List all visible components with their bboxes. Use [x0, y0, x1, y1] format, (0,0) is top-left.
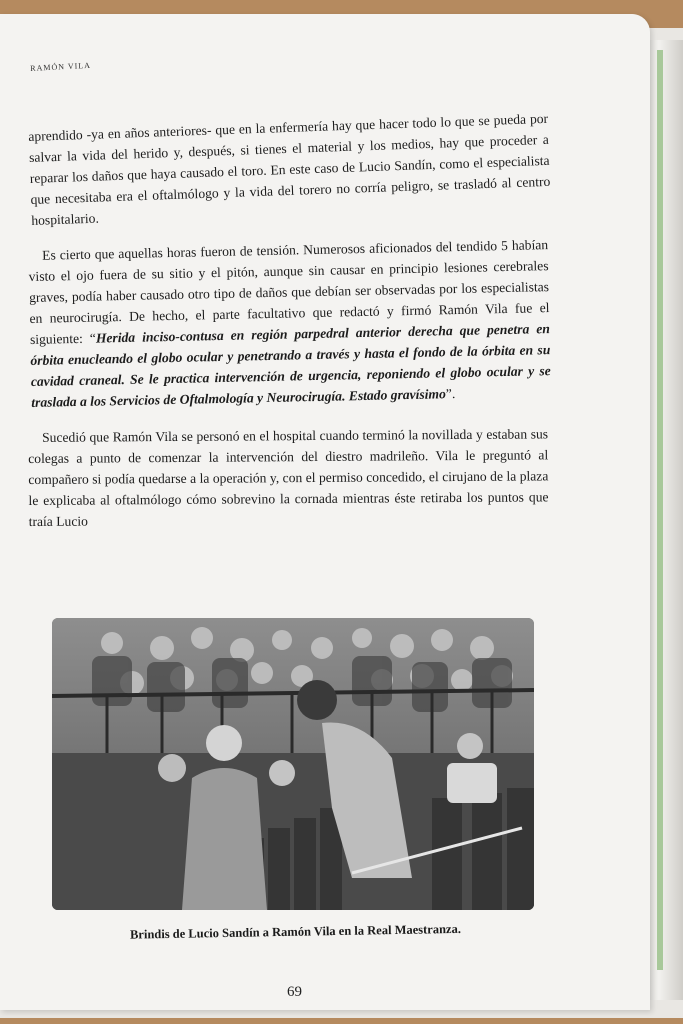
cover-edge — [657, 50, 663, 970]
paragraph-1: aprendido -ya en años anteriores- que en la enfermería hay que hacer todo lo que se pueda por salvar la vida del herido y, después, si tienes el material y los medios, hay que proceder a reparar los daños que haya causado el toro. En este caso de Lucio Sandín, como el especialista que necesitaba era el oftalmólogo y la vida del torero no corría peligro, se trasladó al centro hospitalario. — [28, 110, 551, 228]
photo-caption: Brindis de Lucio Sandín a Ramón Vila en la Real Maestranza. — [129, 921, 462, 942]
bullfight-photo — [52, 618, 534, 910]
running-head: RAMÓN VILA — [30, 60, 92, 73]
photo-illustration — [52, 618, 534, 910]
paragraph-2-text: Es cierto que aquellas horas fueron de tensión. Numerosos aficionados del tendido 5 habían visto el ojo fuera de su sitio y el pitón, aunque sin causar en principio lesiones cerebrales graves, podía haber causado otro tipo de daños que debían ser observadas por los especialistas en neurocirugía. De hecho, el parte facultativo que redactó y firmó Ramón Vila fue el siguiente: “ — [28, 237, 550, 347]
book-page — [0, 14, 650, 1010]
medical-report-quote: Herida inciso-contusa en región parpedral anterior derecha que penetra en órbita enucleando el globo ocular y penetrando a través y hasta el fondo de la órbita en su cavidad craneal. Se le practica intervención de urgencia, reponiendo el globo ocular y se traslada a los Servicios de Oftalmología y Neurocirugía. Estado gravísimo — [30, 321, 551, 410]
paragraph-2 — [28, 234, 551, 413]
body-text — [28, 110, 551, 546]
paragraph-2-end: ”. — [445, 386, 456, 402]
page-number: 69 — [287, 984, 302, 1000]
paragraph-3: Sucedió que Ramón Vila se personó en el hospital cuando terminó la novillada y estaban sus colegas a punto de comenzar la intervención del diestro madrileño. Vila le preguntó al compañero si podía quedarse a la operación y, con el permiso concedido, el cirujano de la plaza le explicaba al oftalmólogo cómo sobrevino la cornada mientras éste retiraba los puntos que traía Lucio — [28, 426, 549, 529]
